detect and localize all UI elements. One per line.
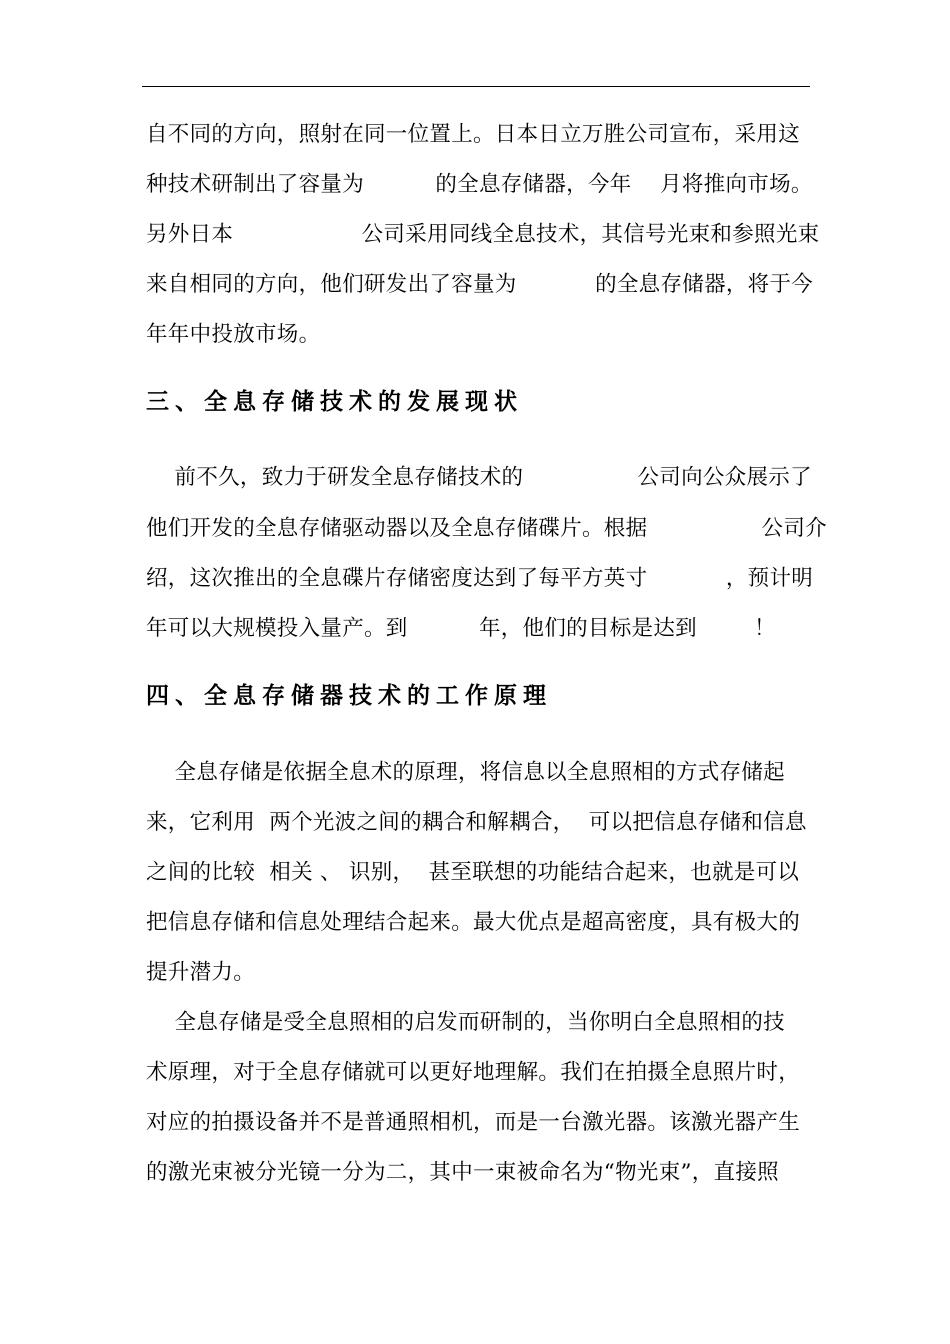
section-heading: 三、全息存储技术的发展现状: [146, 388, 523, 415]
header-rule: [142, 86, 810, 87]
body-line: 绍，这次推出的全息碟片存储密度达到了每平方英寸 ，预计明: [146, 566, 814, 591]
body-line: 全息存储是依据全息术的原理，将信息以全息照相的方式存储起: [146, 760, 785, 785]
body-line: 种技术研制出了容量为 的全息存储器，今年 月将推向市场。: [146, 172, 813, 197]
section-heading: 四、全息存储器技术的工作原理: [146, 682, 552, 709]
body-line: 前不久，致力于研发全息存储技术的 公司向公众展示了: [146, 465, 812, 490]
body-line: 术原理，对于全息存储就可以更好地理解。我们在拍摄全息照片时，: [146, 1060, 801, 1085]
body-line: 来自相同的方向，他们研发出了容量为 的全息存储器，将于今: [146, 272, 814, 297]
body-line: 把信息存储和信息处理结合起来。最大优点是超高密度，具有极大的: [146, 910, 801, 935]
body-line: 之间的比较 相关 、 识别， 甚至联想的功能结合起来，也就是可以: [146, 860, 800, 885]
body-line: 他们开发的全息存储驱动器以及全息存储碟片。根据 公司介: [146, 516, 827, 541]
body-line: 另外日本 公司采用同线全息技术，其信号光束和参照光束: [146, 222, 820, 247]
body-line: 对应的拍摄设备并不是普通照相机，而是一台激光器。该激光器产生: [146, 1110, 801, 1135]
body-line: 来，它利用 两个光波之间的耦合和解耦合， 可以把信息存储和信息: [146, 810, 807, 835]
body-line: 年可以大规模投入量产。到 年，他们的目标是达到 ！: [146, 616, 776, 641]
body-line: 的激光束被分光镜一分为二，其中一束被命名为“物光束”，直接照: [146, 1160, 779, 1185]
body-line: 年年中投放市场。: [146, 322, 321, 347]
body-line: 自不同的方向，照射在同一位置上。日本日立万胜公司宣布，采用这: [146, 122, 801, 147]
body-line: 提升潜力。: [146, 960, 256, 985]
body-line: 全息存储是受全息照相的启发而研制的，当你明白全息照相的技: [146, 1010, 785, 1035]
